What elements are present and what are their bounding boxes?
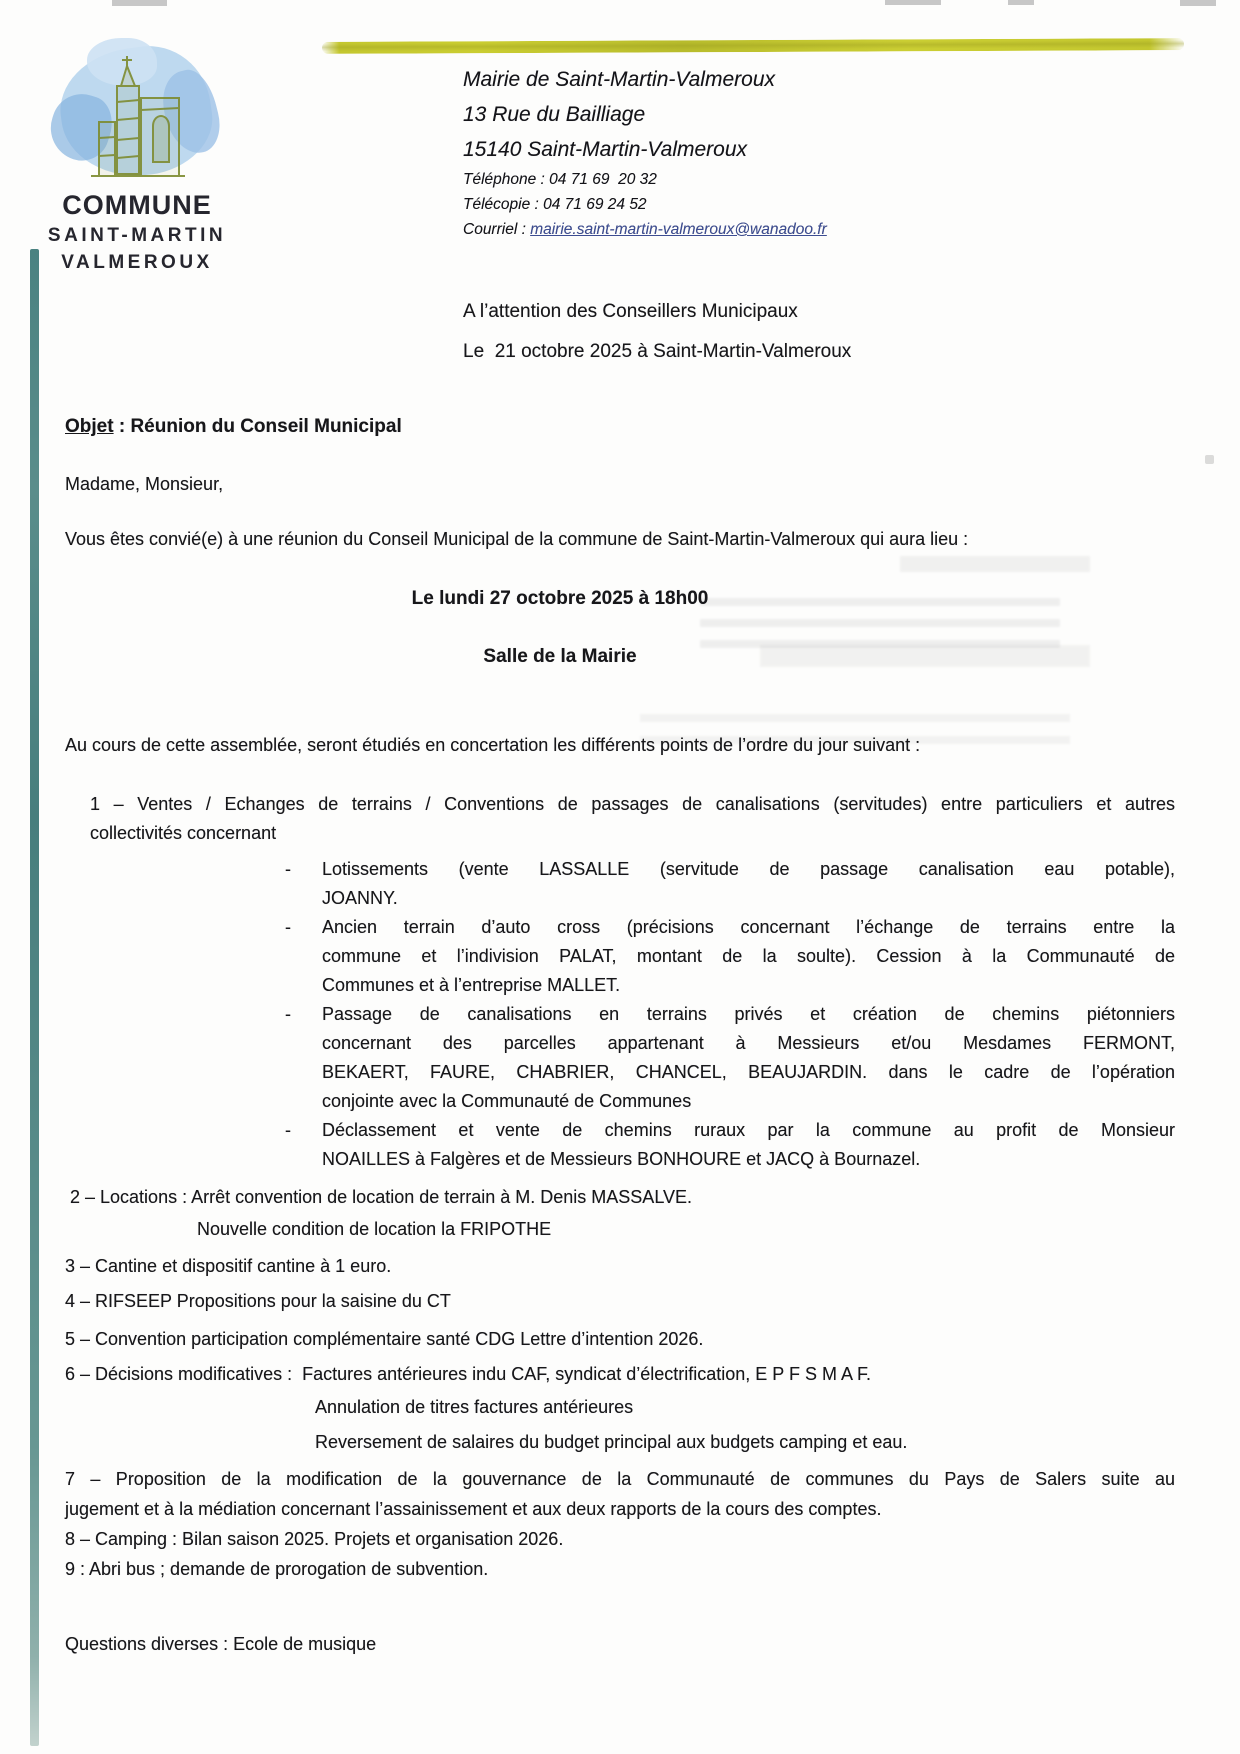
bullet-line: Déclassement et vente de chemins ruraux par la commune au profit de Monsieur [322,1120,1175,1140]
scan-artifact [1008,0,1034,5]
agenda-item-6: 6 – Décisions modificatives : Factures antérieures indu CAF, syndicat d’électrification, E P F S M A F. [65,1364,872,1384]
bullet-line: Communes et à l’entreprise MALLET. [322,975,621,995]
agenda-item-6-sub2: Reversement de salaires du budget principal aux budgets camping et eau. [315,1432,908,1452]
bullet-dash: - [285,917,291,937]
sender-fax: Télécopie : 04 71 69 24 52 [463,196,647,213]
bullet-line: Ancien terrain d’auto cross (précisions concernant l’échange de terrains entre la [322,917,1175,937]
logo-text-commune: COMMUNE [62,190,212,220]
agenda-item-5: 5 – Convention participation complémentaire santé CDG Lettre d’intention 2026. [65,1329,704,1349]
logo-text-saint-martin: SAINT-MARTIN [47,225,227,246]
bullet-line: BEKAERT, FAURE, CHABRIER, CHANCEL, BEAUJARDIN. dans le cadre de l’opération [322,1062,1175,1082]
agenda-item-1-line1: 1 – Ventes / Echanges de terrains / Conventions de passages de canalisations (servitudes) entre particuliers et autres [90,794,1175,814]
agenda-intro: Au cours de cette assemblée, seront étudiés en concertation les différents points de l’ordre du jour suivant : [65,735,921,755]
agenda-item-1-line2: collectivités concernant [90,823,277,843]
bullet-line: conjointe avec la Communauté de Communes [322,1091,692,1111]
agenda-item-1 [90,790,1175,848]
email-link[interactable]: mairie.saint-martin-valmeroux@wanadoo.fr [530,221,827,238]
agenda-item-8: 8 – Camping : Bilan saison 2025. Projets et organisation 2026. [65,1529,564,1549]
scan-artifact [900,556,1090,572]
scan-artifact [1180,0,1216,6]
sender-address-street: 13 Rue du Bailliage [463,103,646,126]
bullet-dash: - [285,1120,291,1140]
sender-org: Mairie de Saint-Martin-Valmeroux [463,68,775,91]
agenda-item-7-line2: jugement et à la médiation concernant l’assainissement et aux deux rapports de la cours des comptes. [65,1499,882,1519]
logo-text-valmeroux: VALMEROUX [61,252,213,273]
bullet-dash: - [285,1004,291,1024]
subject-line [65,412,402,442]
scan-artifact [112,0,167,6]
meeting-place: Salle de la Mairie [483,646,637,667]
agenda-item-6-sub1: Annulation de titres factures antérieures [315,1397,634,1417]
bullet-line: Passage de canalisations en terrains privés et création de chemins piétonniers [322,1004,1175,1024]
bullet-line: NOAILLES à Falgères et de Messieurs BONHOURE et JACQ à Bournazel. [322,1149,921,1169]
bullet-line: JOANNY. [322,888,398,908]
agenda-item-4: 4 – RIFSEEP Propositions pour la saisine du CT [65,1291,451,1311]
subject-text: : Réunion du Conseil Municipal [113,416,402,437]
bullet-line: commune et l’indivision PALAT, montant de la soulte). Cession à la Communauté de [322,946,1175,966]
intro-paragraph: Vous êtes convié(e) à une réunion du Conseil Municipal de la commune de Saint-Martin-Valmeroux qui aura lieu : [65,529,969,549]
sender-email-line [463,217,1103,242]
salutation: Madame, Monsieur, [65,474,224,494]
agenda-item-3: 3 – Cantine et dispositif cantine à 1 euro. [65,1256,392,1276]
email-label: Courriel : [463,221,531,238]
subject-label: Objet [65,416,114,437]
sender-phone: Téléphone : 04 71 69 20 32 [463,171,657,188]
church-watercolor-icon [57,42,217,184]
meeting-datetime: Le lundi 27 octobre 2025 à 18h00 [411,588,709,609]
scan-artifact [1205,455,1214,464]
agenda-item-7 [65,1464,1175,1524]
bullet-chemins-ruraux [285,1116,1175,1174]
commune-logo [37,42,237,276]
bullet-line: concernant des parcelles appartenant à Messieurs et/ou Mesdames FERMONT, [322,1033,1175,1053]
church-sketch-icon [71,44,203,182]
sender-block [463,62,1103,242]
bullet-canalisations [285,1000,1175,1116]
date-line: Le 21 octobre 2025 à Saint-Martin-Valmeroux [463,341,852,362]
agenda-item-2: 2 – Locations : Arrêt convention de location de terrain à M. Denis MASSALVE. [70,1187,693,1207]
agenda-item-7-line1: 7 – Proposition de la modification de la gouvernance de la Communauté de communes du Pays de Salers suite au [65,1469,1175,1489]
top-accent-bar [322,38,1184,54]
bullet-dash: - [285,859,291,879]
left-accent-bar [30,249,39,1746]
agenda-item-9: 9 : Abri bus ; demande de prorogation de subvention. [65,1559,489,1579]
scan-artifact [885,0,941,5]
agenda-item-2-sub: Nouvelle condition de location la FRIPOTHE [197,1219,552,1239]
questions-diverses-line: Questions diverses : Ecole de musique [65,1634,377,1654]
bullet-auto-cross [285,913,1175,1000]
agenda-item-1-bullets [285,855,1175,1174]
agenda-items-list [65,1182,1175,1584]
bullet-lotissements [285,855,1175,913]
sender-address-city: 15140 Saint-Martin-Valmeroux [463,138,748,161]
recipient-line: A l’attention des Conseillers Municipaux [463,301,798,322]
bullet-line: Lotissements (vente LASSALLE (servitude de passage canalisation eau potable), [322,859,1175,879]
